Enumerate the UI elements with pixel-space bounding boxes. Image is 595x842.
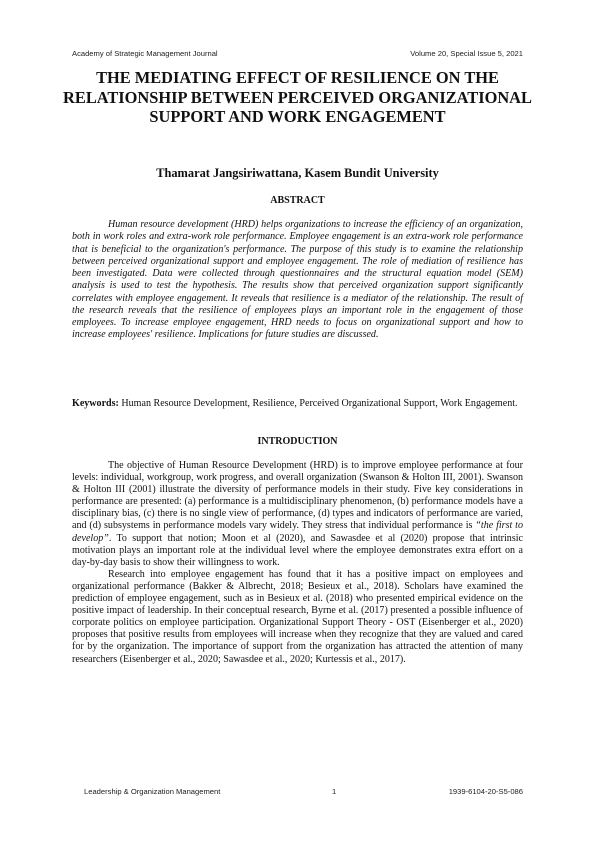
introduction-heading: INTRODUCTION	[257, 436, 338, 447]
paragraph-1-quote: “the first to develop”	[72, 520, 523, 544]
keywords	[72, 398, 523, 411]
article-code: 1939-6104-20-S5-086	[448, 787, 523, 796]
journal-name: Academy of Strategic Management Journal	[72, 49, 218, 58]
introduction-paragraph-1	[72, 460, 523, 569]
abstract-heading: ABSTRACT	[270, 195, 325, 206]
running-footer	[84, 787, 523, 796]
introduction-body	[72, 460, 523, 666]
article-title: THE MEDIATING EFFECT OF RESILIENCE ON THE RELATIONSHIP BETWEEN PERCEIVED ORGANIZATIONAL SUPPORT AND WORK ENGAGEMENT	[63, 68, 532, 127]
keywords-label: Keywords:	[72, 398, 119, 409]
keywords-text: Human Resource Development, Resilience, Perceived Organizational Support, Work Engagement.	[121, 398, 518, 409]
paragraph-1-text-start: The objective of Human Resource Development (HRD) is to improve employee performance at four levels: individual, workgroup, work progress, and overall organization (Swanson & Holton III, 2001). Swanson & Holton III (2001) illustrate the diversity of performance models in their study. Five key considerations in performance are presented: (a) performance is a multidisciplinary phenomenon, (b) performance models have a disciplinary bias, (c) there is no single view of performance, (d) types and indicators of performance are varied, and (d) subsystems in performance models vary widely. They stress that individual performance is	[72, 460, 523, 532]
running-header	[72, 49, 523, 58]
volume-info: Volume 20, Special Issue 5, 2021	[410, 49, 523, 58]
paragraph-1-text-end: . To support that notion; Moon et al (2020), and Sawasdee et al (2020) propose that intrinsic motivation plays an important role at the individual level where the employee demonstrates extra effort on a day-by-day basis to show their willingness to work.	[72, 532, 523, 568]
author-line: Thamarat Jangsiriwattana, Kasem Bundit University	[156, 166, 439, 180]
introduction-paragraph-2: Research into employee engagement has found that it has a positive impact on employees and organizational performance (Bakker & Albrecht, 2018; Besieux et al., 2018). Scholars have examined the prediction of employee engagement, such as in Besieux et al. (2018) who presented empirical evidence on the positive impact of leadership. In their conceptual research, Byrne et al. (2017) presented a possible influence of corporate politics on employee participation. Organizational Support Theory - OST (Eisenberger et al., 2020) proposes that positive results from employees will increase when they recognize that they are valued and cared for by the organization. The importance of support from the organization has attracted the attention of many researchers (Eisenberger et al., 2020; Sawasdee et al., 2020; Kurtessis et al., 2017).	[72, 568, 523, 665]
page-number: 1	[332, 787, 337, 796]
footer-journal-section: Leadership & Organization Management	[84, 787, 221, 796]
abstract-text: Human resource development (HRD) helps organizations to increase the efficiency of an organization, both in work roles and extra-work role performance. Employee engagement is an extra-work role performance that is beneficial to the organization's performance. The purpose of this study is to examine the relationship between perceived organizational support and employee engagement. The role of mediation of resilience has been investigated. Data were collected through questionnaires and the structural equation model (SEM) analysis is used to test the hypothesis. The results show that perceived organization support significantly correlates with employee engagement. It reveals that resilience is a mediator of the relationship. The result of the research reveals that the resilience of employees plays an important role in the engagement of those employees. To increase employee engagement, HRD needs to focus on organizational support and how to increase employees' resilience. Implications for future studies are discussed.	[72, 219, 523, 341]
